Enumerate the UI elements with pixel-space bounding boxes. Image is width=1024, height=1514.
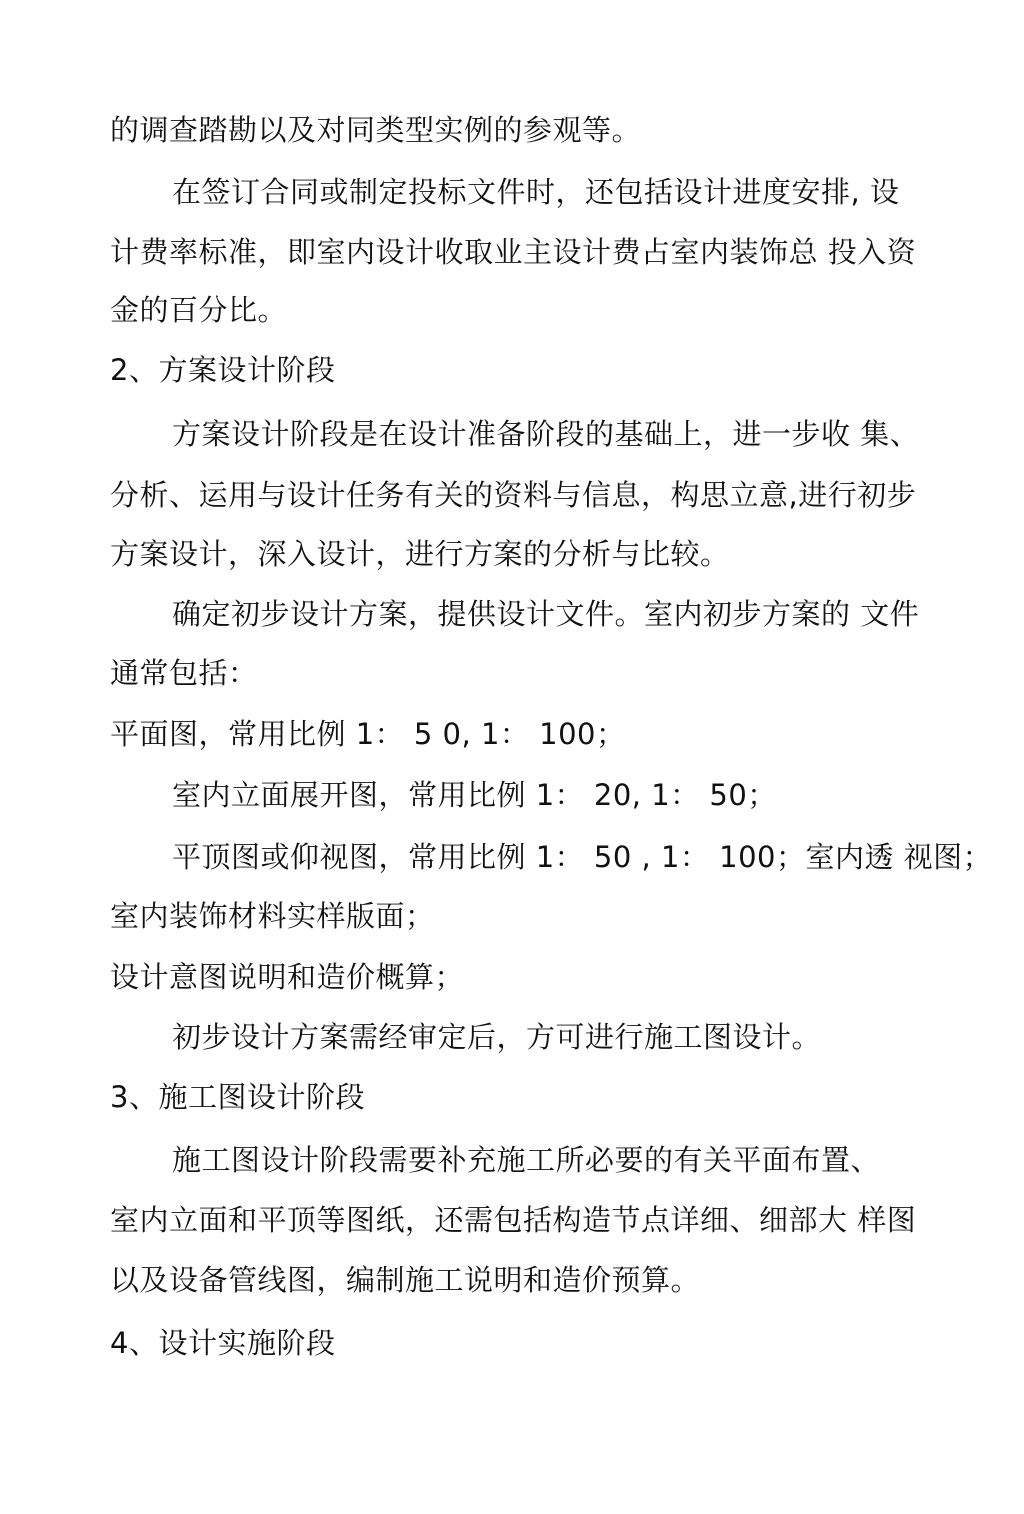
paragraph-line: 在签订合同或制定投标文件时，还包括设计进度安排, 设	[172, 175, 900, 209]
paragraph-line: 金的百分比。	[110, 293, 288, 327]
paragraph-line: 初步设计方案需经审定后，方可进行施工图设计。	[172, 1020, 822, 1054]
list-item: 室内装饰材料实样版面；	[110, 899, 435, 933]
section-heading: 2、方案设计阶段	[110, 353, 336, 387]
paragraph-line: 施工图设计阶段需要补充施工所必要的有关平面布置、	[172, 1143, 881, 1177]
paragraph-line: 分析、运用与设计任务有关的资料与信息，构思立意,进行初步	[110, 478, 917, 512]
paragraph-line: 方案设计阶段是在设计准备阶段的基础上，进一步收 集、	[172, 417, 920, 451]
list-item: 平顶图或仰视图，常用比例 1： 50 , 1： 100；室内透 视图；	[172, 840, 993, 874]
paragraph-line: 通常包括：	[110, 656, 258, 690]
list-item: 设计意图说明和造价概算；	[110, 960, 465, 994]
section-heading: 4、设计实施阶段	[110, 1326, 336, 1360]
paragraph-line: 计费率标准，即室内设计收取业主设计费占室内装饰总 投入资	[110, 235, 917, 269]
paragraph-line: 确定初步设计方案，提供设计文件。室内初步方案的 文件	[172, 597, 920, 631]
paragraph-line: 室内立面和平顶等图纸，还需包括构造节点详细、细部大 样图	[110, 1203, 917, 1237]
section-heading: 3、施工图设计阶段	[110, 1080, 365, 1114]
list-item: 平面图，常用比例 1： 5 0, 1： 100；	[110, 717, 626, 751]
paragraph-line: 的调查踏勘以及对同类型实例的参观等。	[110, 113, 642, 147]
list-item: 室内立面展开图，常用比例 1： 20, 1： 50；	[172, 778, 777, 812]
paragraph-line: 以及设备管线图，编制施工说明和造价预算。	[110, 1263, 701, 1297]
paragraph-line: 方案设计，深入设计，进行方案的分析与比较。	[110, 537, 730, 571]
